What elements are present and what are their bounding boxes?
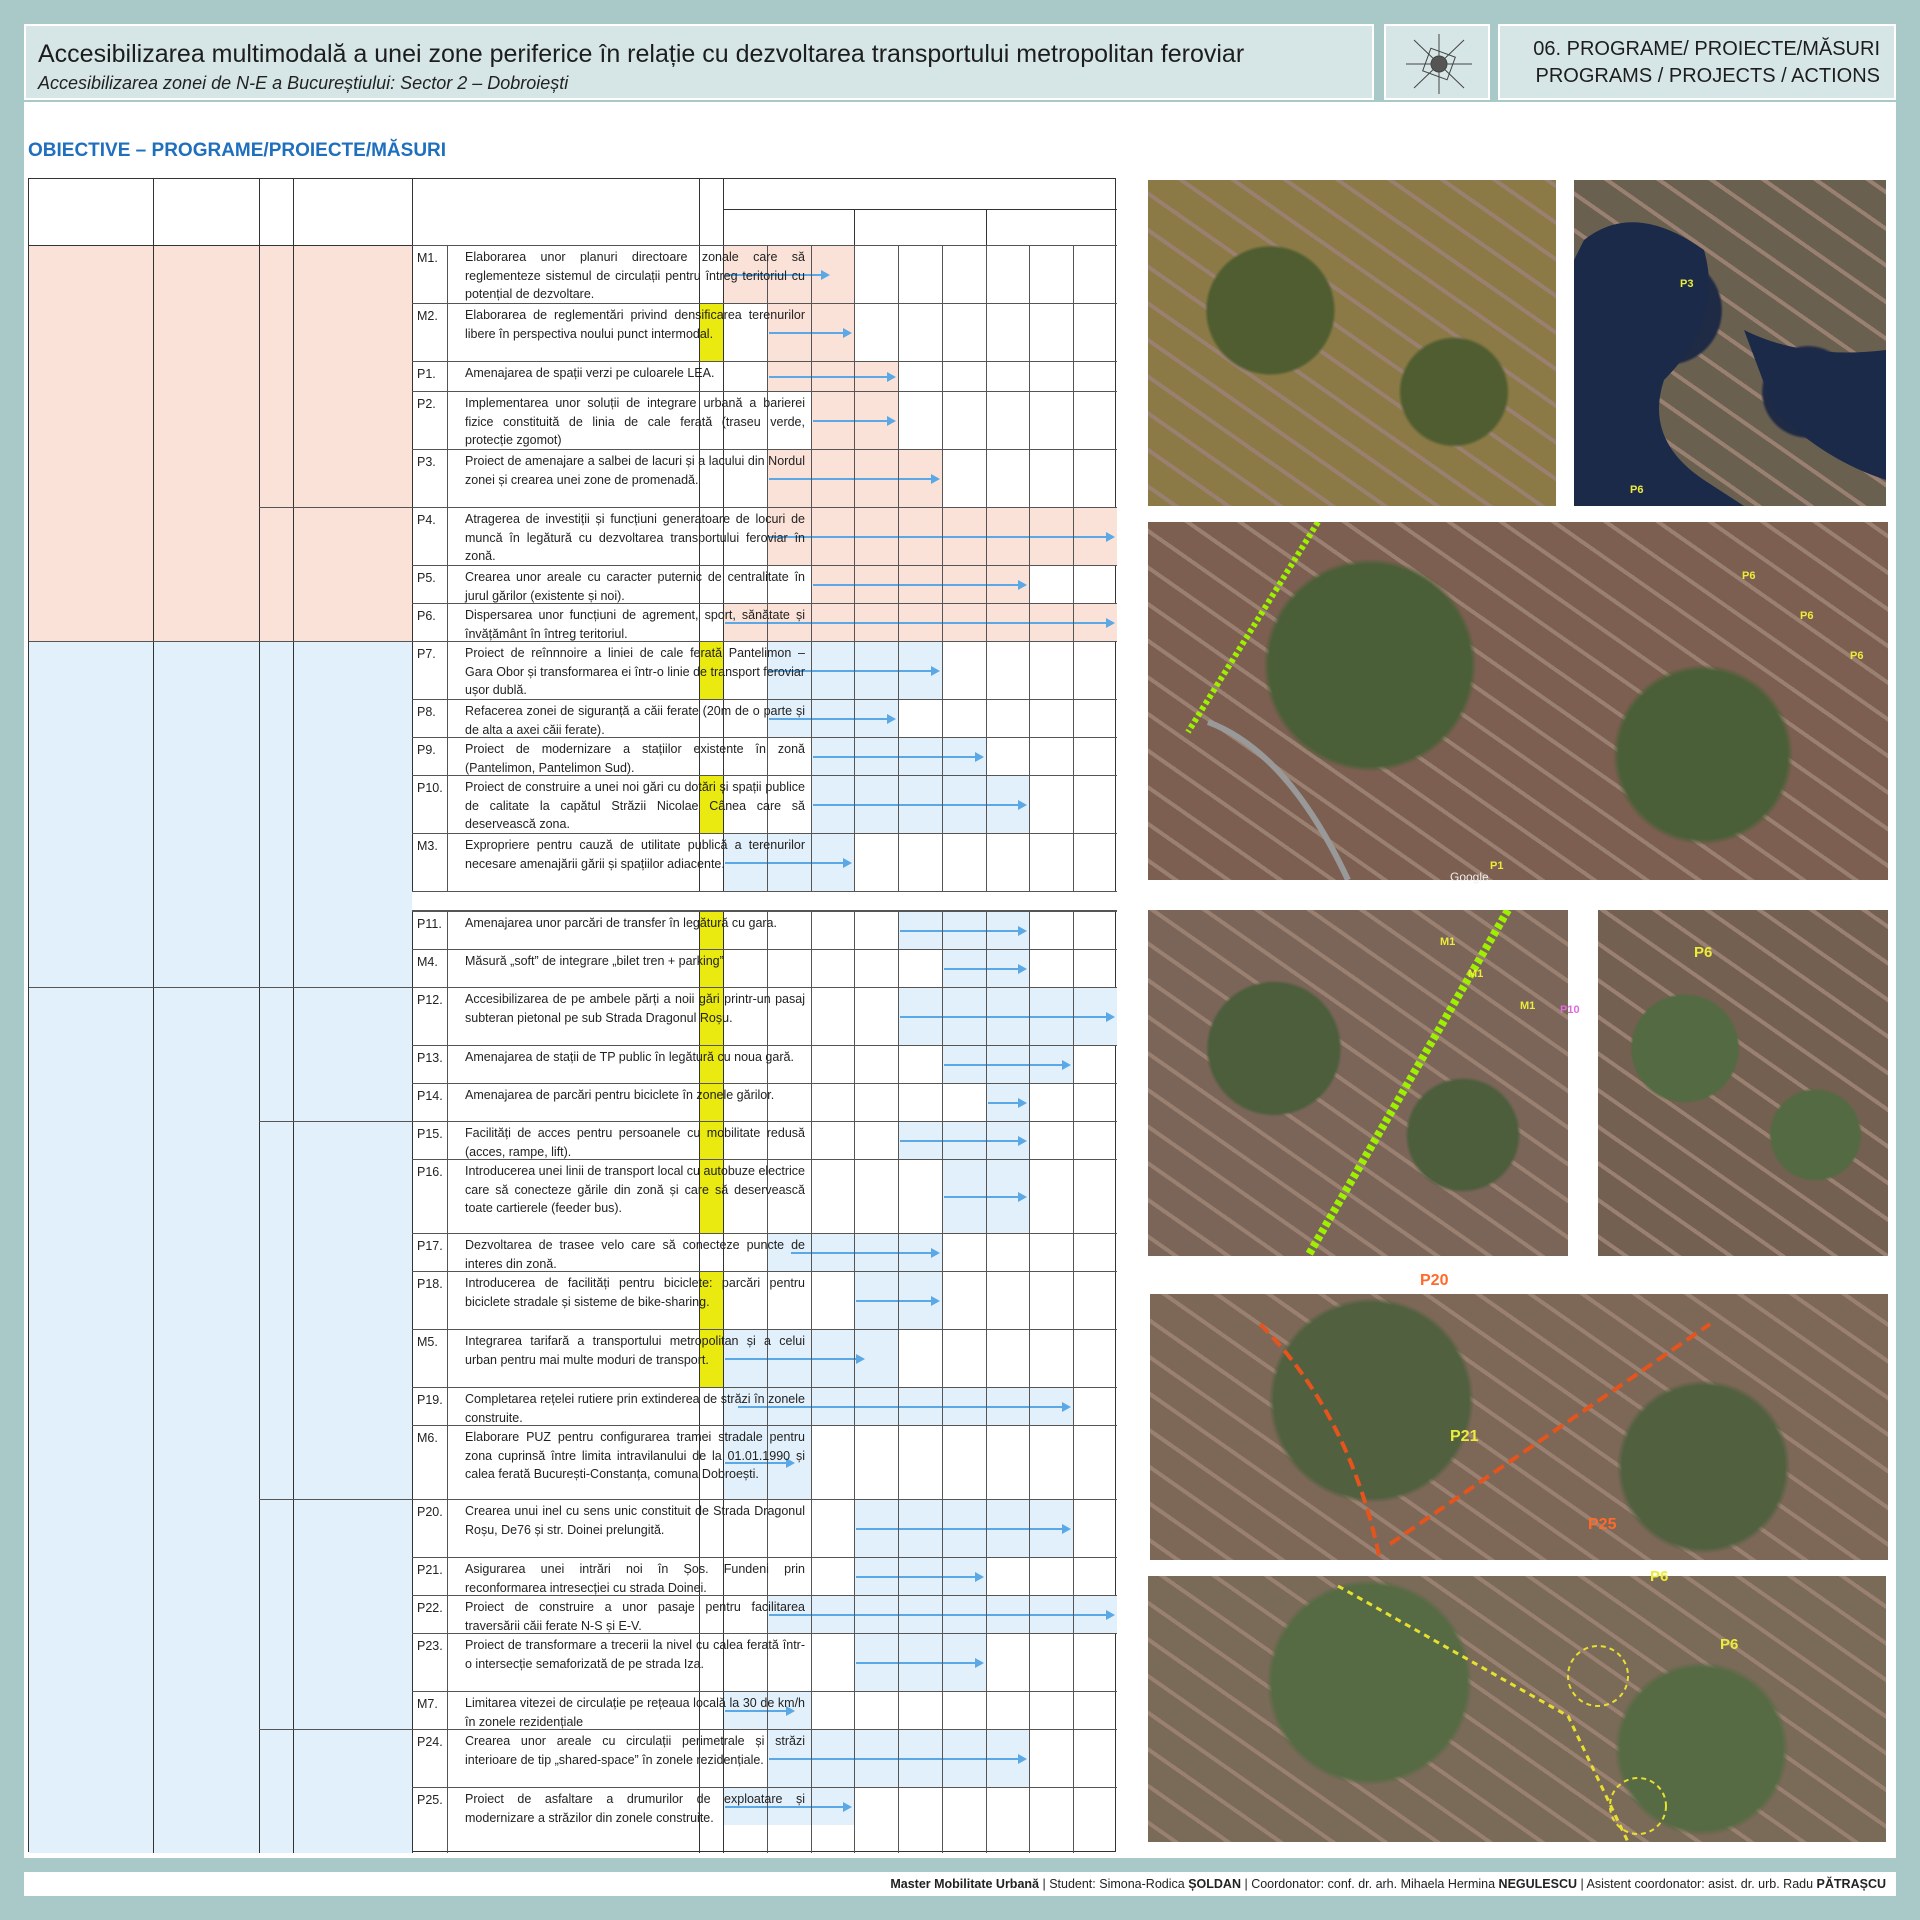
row-line xyxy=(412,1083,1117,1084)
urbanism-bg xyxy=(29,245,412,641)
row-text: Proiect de transformare a trecerii la nivel cu calea ferată într-o intersecție semaforizată de pe strada Iza. xyxy=(465,1638,805,1671)
os-divider-extra xyxy=(259,987,412,988)
row-code: M2. xyxy=(417,309,438,323)
photo-label: P6 xyxy=(1742,570,1756,582)
photo-label: P6 xyxy=(1694,944,1713,961)
table-row xyxy=(412,1691,1117,1729)
table-row xyxy=(412,1233,1117,1271)
footer-assistant-label: | Asistent coordonator: asist. dr. urb. Radu xyxy=(1580,1877,1814,1891)
table-row xyxy=(412,449,1117,507)
row-line xyxy=(412,911,1117,912)
row-text: Dezvoltarea de trasee velo care să conecteze puncte de interes din zonă. xyxy=(465,1238,805,1271)
table-row xyxy=(412,1499,1117,1557)
row-line xyxy=(412,603,1117,604)
row-text: Refacerea zonei de siguranță a căii ferate (20m de o parte și de alta a axei căii ferate). xyxy=(465,704,805,737)
row-code: P21. xyxy=(417,1563,443,1577)
os-divider xyxy=(259,1729,412,1730)
table-row xyxy=(412,1271,1117,1329)
footer-program: Master Mobilitate Urbană xyxy=(890,1877,1039,1891)
os-divider xyxy=(259,641,412,642)
row-code: M3. xyxy=(417,839,438,853)
road-lines xyxy=(1148,1576,1886,1842)
row-code: P5. xyxy=(417,571,436,585)
row-text: Elaborarea unor planuri directoare zonale care să reglementeze sistemul de circulații pentru întreg teritoriul cu potențial de dezvoltare. xyxy=(465,250,805,301)
table-row xyxy=(412,1045,1117,1083)
logo-box xyxy=(1384,24,1490,100)
row-code: M4. xyxy=(417,955,438,969)
row-code: P24. xyxy=(417,1735,443,1749)
row-line xyxy=(412,1633,1117,1634)
row-line xyxy=(412,1787,1117,1788)
table-row xyxy=(412,603,1117,641)
code-divider xyxy=(447,245,448,1853)
year-col-divider xyxy=(986,209,987,245)
photo-label: P6 xyxy=(1630,484,1644,496)
row-line xyxy=(412,737,1117,738)
lake-shape xyxy=(1574,180,1886,506)
poster-title: Accesibilizarea multimodală a unei zone periferice în relație cu dezvoltarea transportului metropolitan feroviar xyxy=(38,40,1245,68)
google-watermark: Google xyxy=(1450,870,1489,884)
row-text: Dispersarea unor funcțiuni de agrement, sport, sănătate și învățământ în întreg teritoriul. xyxy=(465,608,805,641)
row-code: P3. xyxy=(417,455,436,469)
section-box xyxy=(1498,24,1896,100)
os-divider xyxy=(259,1499,412,1500)
road-lines xyxy=(1150,1294,1888,1560)
row-text: Amenajarea unor parcări de transfer în legătură cu gara. xyxy=(465,916,777,930)
row-line xyxy=(412,1121,1117,1122)
year-col-divider xyxy=(854,209,855,245)
row-text: Accesibilizarea de pe ambele părți a noii gări printr-un pasaj subteran pietonal pe sub Strada Dragonul Roșu. xyxy=(465,992,805,1025)
row-line xyxy=(412,775,1117,776)
row-line xyxy=(412,565,1117,566)
row-text: Proiect de modernizare a stațiilor existente în zonă (Pantelimon, Pantelimon Sud). xyxy=(465,742,805,775)
table-row xyxy=(412,303,1117,361)
footer-coordinator-label: | Coordonator: conf. dr. arh. Mihaela Hermina xyxy=(1244,1877,1496,1891)
photo-label: P1 xyxy=(1490,860,1504,872)
row-line xyxy=(412,699,1117,700)
footer-assistant-last: PĂTRAȘCU xyxy=(1816,1877,1886,1891)
row-code: P15. xyxy=(417,1127,443,1141)
row-code: P4. xyxy=(417,513,436,527)
photo-label: M1 xyxy=(1520,1000,1536,1012)
table-row xyxy=(412,949,1117,987)
aerial-photo xyxy=(1598,910,1888,1256)
row-line xyxy=(412,449,1117,450)
row-line xyxy=(412,1595,1117,1596)
row-code: P6. xyxy=(417,609,436,623)
row-code: P11. xyxy=(417,917,442,931)
table-row xyxy=(412,1159,1117,1233)
table-row xyxy=(412,1633,1117,1691)
mobilitate-bg-2 xyxy=(29,987,153,1853)
column-divider xyxy=(259,179,260,1853)
row-line xyxy=(412,1159,1117,1160)
row-text: Facilități de acces pentru persoanele cu mobilitate redusă (acces, rampe, lift). xyxy=(465,1126,805,1159)
row-text: Introducerea unei linii de transport local cu autobuze electrice care să conecteze gările din zonă și care să deservească toate cartierele (feeder bus). xyxy=(465,1164,805,1215)
row-code: M7. xyxy=(417,1697,438,1711)
palier-divider xyxy=(29,641,259,642)
row-line xyxy=(412,361,1117,362)
row-line xyxy=(412,1557,1117,1558)
table-row xyxy=(412,245,1117,303)
table-row xyxy=(412,1787,1117,1825)
row-code: P2. xyxy=(417,397,436,411)
row-line xyxy=(412,303,1117,304)
row-text: Proiect de amenajare a salbei de lacuri și a lacului din Nordul zonei și crearea unei zone de promenadă. xyxy=(465,454,805,487)
table-row xyxy=(412,699,1117,737)
table-row xyxy=(412,1425,1117,1499)
row-code: P8. xyxy=(417,705,436,719)
table-row xyxy=(412,1595,1117,1633)
row-line xyxy=(412,1233,1117,1234)
column-divider xyxy=(153,179,154,1853)
row-text: Elaborarea de reglementări privind densificarea terenurilor libere în perspectiva noului punct intermodal. xyxy=(465,308,805,341)
row-text: Asigurarea unei intrări noi în Șos. Fundeni prin reconformarea intresecției cu strada Doinei. xyxy=(465,1562,805,1595)
row-text: Proiect de reînnnoire a liniei de cale ferată Pantelimon – Gara Obor și transformarea ei într-o linie de transport feroviar ușor dublă. xyxy=(465,646,805,697)
photo-label: P6 xyxy=(1720,1636,1739,1653)
photo-label: P21 xyxy=(1450,1428,1479,1445)
table-row xyxy=(412,361,1117,391)
row-text: Implementarea unor soluții de integrare urbană a barierei fizice constituită de linia de cale ferată (traseu verde, protecție zgomot) xyxy=(465,396,805,447)
row-code: P13. xyxy=(417,1051,443,1065)
objectives-table xyxy=(28,178,1116,1852)
row-text: Amenajarea de stații de TP public în legătură cu noua gară. xyxy=(465,1050,794,1064)
row-line xyxy=(412,1499,1117,1500)
table-row xyxy=(412,775,1117,833)
row-line xyxy=(412,245,1117,246)
rail-line xyxy=(1148,522,1888,880)
row-code: P7. xyxy=(417,647,436,661)
row-line xyxy=(412,1729,1117,1730)
row-text: Proiect de asfaltare a drumurilor de exploatare și modernizare a străzilor din zonele construite. xyxy=(465,1792,805,1825)
row-text: Crearea unor areale cu caracter puternic de centralitate în jurul gărilor (existente și noi). xyxy=(465,570,805,603)
row-code: P17. xyxy=(417,1239,443,1253)
photo-label: P6 xyxy=(1650,1568,1669,1585)
row-code: P1. xyxy=(417,367,436,381)
content-panel xyxy=(24,124,1896,1858)
row-text: Integrarea tarifară a transportului metropolitan și a celui urban pentru mai multe moduri de transport. xyxy=(465,1334,805,1367)
row-code: P19. xyxy=(417,1393,443,1407)
row-text: Limitarea vitezei de circulație pe rețeaua locală la 30 de km/h în zonele rezidențiale xyxy=(465,1696,805,1729)
aerial-photo xyxy=(1148,180,1556,506)
row-text: Amenajarea de parcări pentru biciclete în zonele gărilor. xyxy=(465,1088,775,1102)
panel-title: OBIECTIVE – PROGRAME/PROIECTE/MĂSURI xyxy=(28,140,447,161)
photo-label: P6 xyxy=(1800,610,1814,622)
table-row xyxy=(412,1557,1117,1595)
row-line xyxy=(412,641,1117,642)
photo-label: P10 xyxy=(1560,1004,1580,1016)
row-code: P10. xyxy=(417,781,443,795)
os-divider xyxy=(259,507,412,508)
footer-student-last: ȘOLDAN xyxy=(1188,1877,1241,1891)
palier-divider-2 xyxy=(29,987,259,988)
row-line xyxy=(412,1271,1117,1272)
table-row xyxy=(412,1121,1117,1159)
table-row xyxy=(412,1083,1117,1121)
row-line xyxy=(412,1387,1117,1388)
year-divider xyxy=(723,209,1117,210)
section-title-ro: 06. PROGRAME/ PROIECTE/MĂSURI xyxy=(1533,38,1880,60)
row-line xyxy=(412,1329,1117,1330)
row-line xyxy=(412,507,1117,508)
table-row xyxy=(412,391,1117,449)
table-row xyxy=(412,507,1117,565)
row-code: P14. xyxy=(417,1089,443,1103)
table-row xyxy=(412,987,1117,1045)
poster-subtitle: Accesibilizarea zonei de N-E a Bucureștiului: Sector 2 – Dobroiești xyxy=(38,73,569,93)
row-text: Atragerea de investiții și funcțiuni generatoare de locuri de muncă în legătură cu dezvoltarea transportului feroviar în zonă. xyxy=(465,512,805,563)
poster-header xyxy=(24,24,1374,100)
photo-label: M1 xyxy=(1468,968,1484,980)
photo-label: P3 xyxy=(1680,278,1694,290)
footer-coordinator-last: NEGULESCU xyxy=(1498,1877,1578,1891)
table-row xyxy=(412,1729,1117,1787)
row-text: Proiect de construire a unor pasaje pentru facilitarea traversării căii ferate N-S și E-V. xyxy=(465,1600,805,1633)
photo-label: P6 xyxy=(1850,650,1864,662)
compass-logo-icon xyxy=(1386,26,1492,102)
photo-label: M1 xyxy=(1440,936,1456,948)
photo-label: P20 xyxy=(1420,1272,1449,1289)
table-row xyxy=(412,641,1117,699)
row-code: P23. xyxy=(417,1639,443,1653)
row-line xyxy=(412,949,1117,950)
white-band xyxy=(24,102,1896,124)
row-line xyxy=(412,1045,1117,1046)
row-text: Crearea unui inel cu sens unic constituit de Strada Dragonul Roșu, De76 și str. Doinei prelungită. xyxy=(465,1504,805,1537)
row-line xyxy=(412,1691,1117,1692)
row-code: P25. xyxy=(417,1793,443,1807)
row-code: P20. xyxy=(417,1505,443,1519)
table-row xyxy=(412,737,1117,775)
table-row xyxy=(412,565,1117,603)
row-text: Introducerea de facilități pentru biciclete: parcări pentru biciclete stradale și sisteme de bike-sharing. xyxy=(465,1276,805,1309)
section-title-en: PROGRAMS / PROJECTS / ACTIONS xyxy=(1535,65,1880,87)
row-line xyxy=(412,1425,1117,1426)
row-code: M6. xyxy=(417,1431,438,1445)
row-code: P9. xyxy=(417,743,436,757)
footer xyxy=(24,1872,1896,1896)
row-text: Elaborare PUZ pentru configurarea tramei stradale pentru zona cuprinsă între limita intravilanului de la 01.01.1990 și calea ferată București-Constanța, comuna Dobroești. xyxy=(465,1430,805,1481)
row-text: Măsură „soft” de integrare „bilet tren + parking” xyxy=(465,954,724,968)
row-text: Expropriere pentru cauză de utilitate publică a terenurilor necesare amenajării gării și spațiilor adiacente. xyxy=(465,838,805,871)
photo-label: P25 xyxy=(1588,1516,1617,1533)
row-text: Amenajarea de spații verzi pe culoarele LEA. xyxy=(465,366,715,380)
row-text: Completarea rețelei rutiere prin extinderea de străzi în zonele construite. xyxy=(465,1392,805,1425)
row-text: Proiect de construire a unei noi gări cu dotări și spații publice de calitate la capătul Străzii Nicolae Cânea care să deservească zona. xyxy=(465,780,805,831)
row-line xyxy=(412,391,1117,392)
column-divider xyxy=(293,179,294,1853)
rail-line xyxy=(1148,910,1568,1256)
row-line xyxy=(412,987,1117,988)
row-code: P12. xyxy=(417,993,443,1007)
note-bg xyxy=(412,891,1117,911)
table-row xyxy=(412,1329,1117,1387)
row-line xyxy=(412,833,1117,834)
os-divider-extra-2 xyxy=(259,1121,412,1122)
table-row xyxy=(412,833,1117,891)
row-code: M5. xyxy=(417,1335,438,1349)
row-code: P22. xyxy=(417,1601,443,1615)
table-row xyxy=(412,1387,1117,1425)
row-text: Crearea unor areale cu circulații perimetrale și străzi interioare de tip „shared-space” în zonele rezidențiale. xyxy=(465,1734,805,1767)
table-row xyxy=(412,911,1117,949)
footer-student-first: Simona-Rodica xyxy=(1099,1877,1185,1891)
row-code: M1. xyxy=(417,251,438,265)
row-code: P16. xyxy=(417,1165,443,1179)
row-code: P18. xyxy=(417,1277,443,1291)
footer-student-label: | Student: xyxy=(1042,1877,1096,1891)
